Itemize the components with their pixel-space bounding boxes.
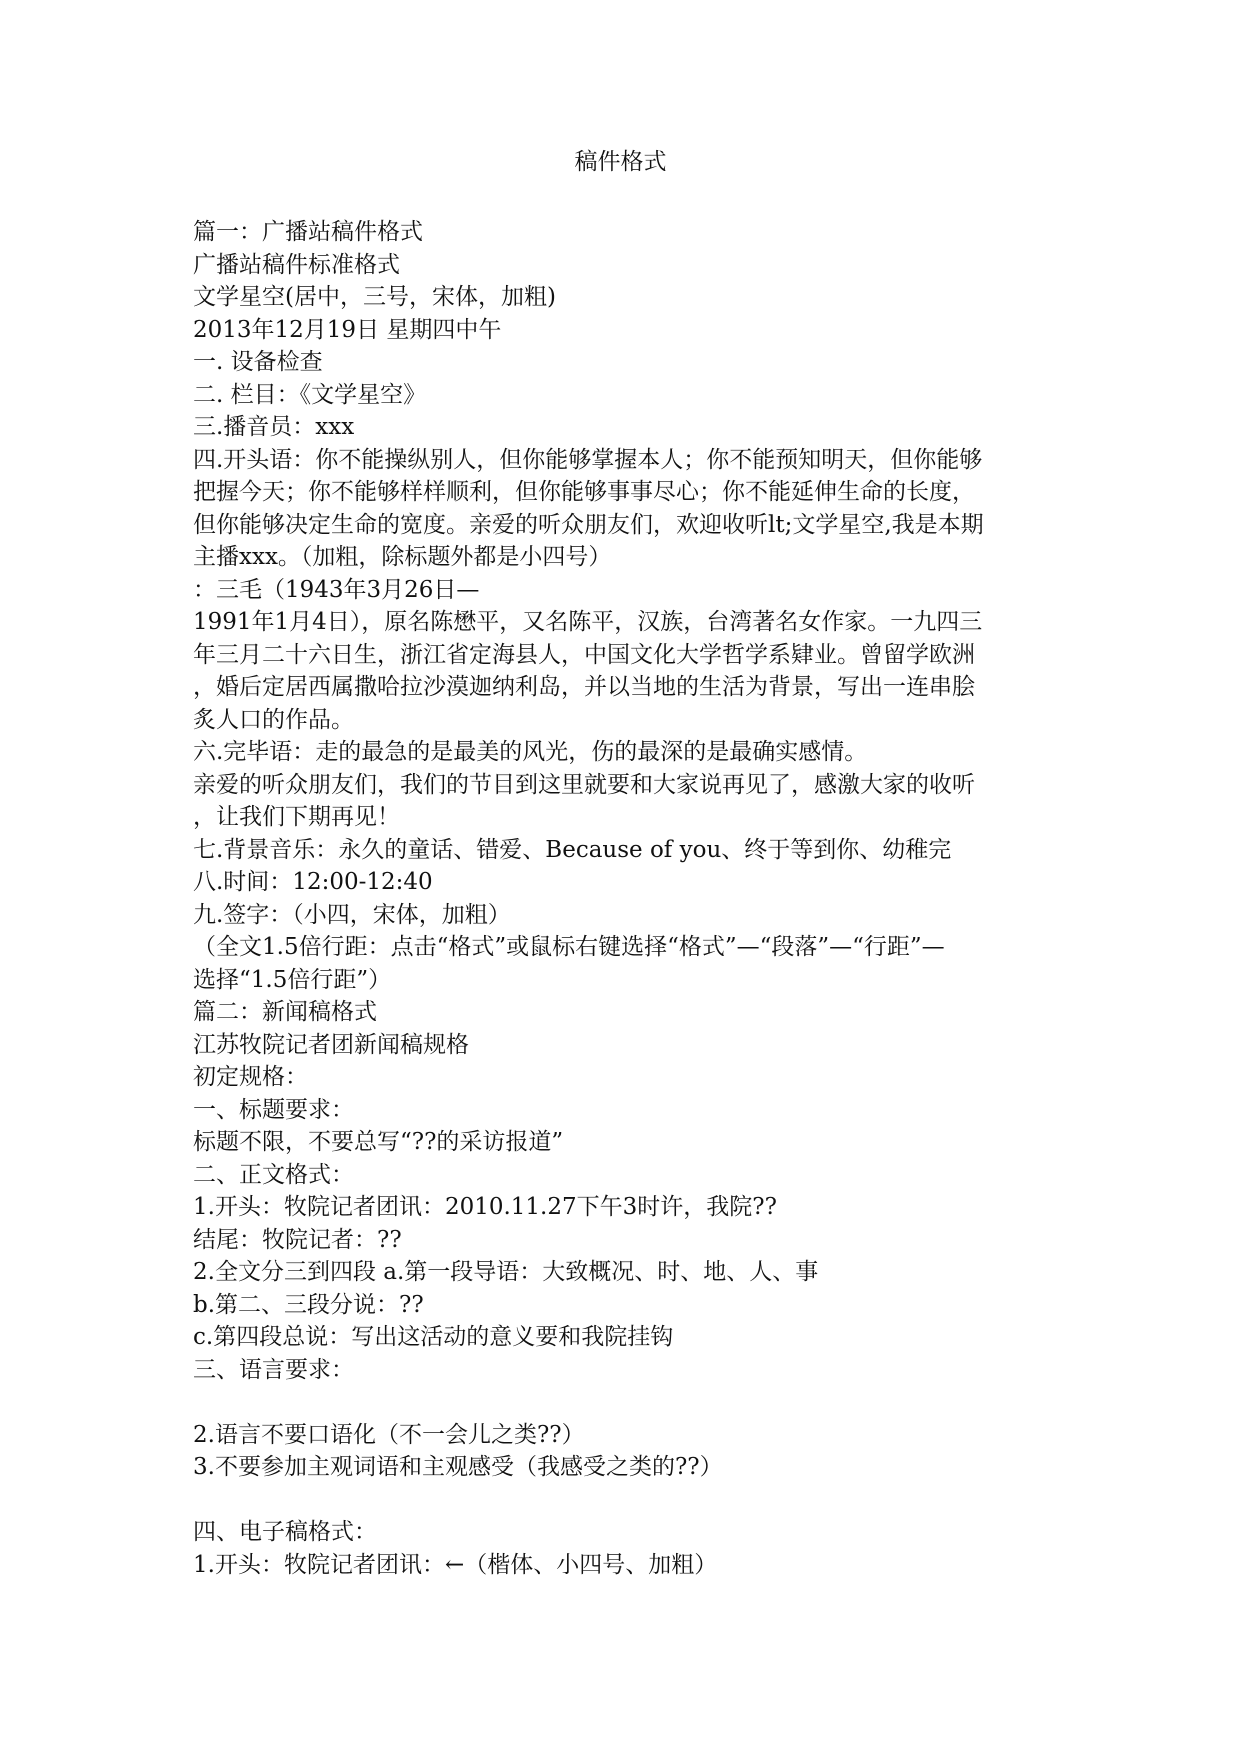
text-line: ：三毛（1943年3月26日— <box>193 576 480 603</box>
text-line: 七.背景音乐：永久的童话、错爱、Because of you、终于等到你、幼稚完 <box>193 836 952 863</box>
text-line: 1.开头：牧院记者团讯：←（楷体、小四号、加粗） <box>193 1551 718 1578</box>
text-line: 四、电子稿格式： <box>193 1519 377 1545</box>
blank-line <box>193 1386 1053 1419</box>
text-line: 2.语言不要口语化（不一会儿之类??） <box>193 1421 585 1448</box>
blank-line <box>193 1484 1053 1517</box>
document-body <box>193 216 1053 1581</box>
text-line: 把握今天；你不能够样样顺利，但你能够事事尽心；你不能延伸生命的长度， <box>193 479 975 505</box>
text-line: 九.签字：（小四，宋体，加粗） <box>193 901 511 928</box>
text-line: 年三月二十六日生，浙江省定海县人，中国文化大学哲学系肄业。曾留学欧洲 <box>193 641 975 668</box>
text-line: 主播xxx。（加粗，除标题外都是小四号） <box>193 544 612 570</box>
text-line: 三.播音员：xxx <box>193 414 355 440</box>
text-line: 文学星空(居中，三号，宋体，加粗) <box>193 284 556 310</box>
text-line: 二、正文格式： <box>193 1161 354 1188</box>
text-line: b.第二、三段分说：?? <box>193 1291 424 1318</box>
text-line: 但你能够决定生命的宽度。亲爱的听众朋友们，欢迎收听lt;文学星空,我是本期 <box>193 511 984 538</box>
text-line: ，婚后定居西属撒哈拉沙漠迦纳利岛，并以当地的生活为背景，写出一连串脍 <box>193 674 975 700</box>
text-line: 标题不限，不要总写“??的采访报道” <box>193 1129 564 1155</box>
text-line: 结尾：牧院记者：?? <box>193 1226 402 1253</box>
text-line: 炙人口的作品。 <box>193 706 354 733</box>
text-line: 江苏牧院记者团新闻稿规格 <box>193 1031 469 1058</box>
text-line: 四.开头语：你不能操纵别人，但你能够掌握本人；你不能预知明天，但你能够 <box>193 446 983 473</box>
text-line: 3.不要参加主观词语和主观感受（我感受之类的??） <box>193 1454 723 1480</box>
document-title: 稿件格式 <box>574 149 667 175</box>
text-line: 选择“1.5倍行距”） <box>193 966 392 993</box>
text-line: 2013年12月19日 星期四中午 <box>193 316 502 343</box>
text-line: ，让我们下期再见！ <box>193 804 400 830</box>
text-line: 二. 栏目：《文学星空》 <box>193 381 427 408</box>
text-line: c.第四段总说：写出这活动的意义要和我院挂钩 <box>193 1324 674 1350</box>
text-line: 六.完毕语：走的最急的是最美的风光，伤的最深的是最确实感情。 <box>193 739 868 765</box>
text-line: 一、标题要求： <box>193 1096 354 1123</box>
text-line: 2.全文分三到四段 a.第一段导语：大致概况、时、地、人、事 <box>193 1259 819 1285</box>
text-line: 篇二：新闻稿格式 <box>193 999 377 1025</box>
text-line: 1991年1月4日），原名陈懋平，又名陈平，汉族，台湾著名女作家。一九四三 <box>193 609 983 635</box>
text-line: 广播站稿件标准格式 <box>193 251 400 278</box>
text-line: 初定规格： <box>193 1064 308 1090</box>
text-line: 1.开头：牧院记者团讯：2010.11.27下午3时许，我院?? <box>193 1194 777 1220</box>
text-line: 八.时间：12:00-12:40 <box>193 869 433 895</box>
text-line: 亲爱的听众朋友们，我们的节目到这里就要和大家说再见了，感激大家的收听 <box>193 771 975 798</box>
text-line: 一. 设备检查 <box>193 349 323 375</box>
text-line: 三、语言要求： <box>193 1356 354 1383</box>
text-line: 篇一：广播站稿件格式 <box>193 219 423 245</box>
text-line: （全文1.5倍行距：点击“格式”或鼠标右键选择“格式”—“段落”—“行距”— <box>193 934 945 960</box>
